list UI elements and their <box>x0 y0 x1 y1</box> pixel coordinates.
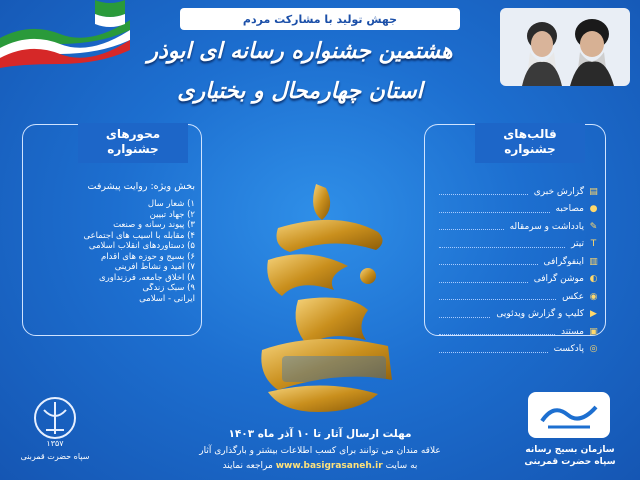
list-item <box>433 341 599 359</box>
list-item <box>433 271 599 289</box>
chart-icon: ▥ <box>589 256 598 267</box>
festival-subtitle: استان چهارمحال و بختیاری <box>177 78 423 104</box>
list-item: ۵) دستاوردهای انقلاب اسلامی <box>88 241 195 251</box>
axes-heading-line1: محورهای <box>105 127 161 141</box>
axes-heading-line2: جشنواره <box>107 142 159 156</box>
format-label: کلیپ و گزارش ویدئویی <box>496 309 584 320</box>
formats-heading <box>475 123 585 163</box>
format-label: یادداشت و سرمقاله <box>509 221 584 232</box>
list-item <box>433 288 599 306</box>
headline-icon: T <box>590 239 597 250</box>
leader-dots <box>439 258 538 265</box>
site-suffix: مراجعه نمایند <box>222 461 273 471</box>
formats-list <box>433 183 599 358</box>
formats-box <box>424 124 606 355</box>
video-icon: ▶ <box>590 309 597 320</box>
deadline-text: مهلت ارسال آثار تا ۱۰ آذر ماه ۱۴۰۳ <box>228 428 412 440</box>
emblem-year: ۱۳۵۷ <box>46 439 64 448</box>
org-name: سازمان بسیج رسانه <box>525 445 615 455</box>
website-link[interactable]: www.basigrasaneh.ir <box>275 461 383 471</box>
list-item <box>433 218 599 236</box>
basij-rasaneh-logo <box>528 392 610 438</box>
formats-heading-line1: قالب‌های <box>503 127 557 141</box>
news-icon: ▤ <box>589 186 598 197</box>
list-item <box>433 201 599 219</box>
film-icon: ▣ <box>589 326 598 337</box>
iran-flag-icon <box>0 0 130 70</box>
podcast-icon: ◎ <box>589 344 598 355</box>
format-label: مستند <box>560 326 584 337</box>
list-item: ۳) پیوند رسانه و صنعت <box>113 220 195 230</box>
list-item <box>433 183 599 201</box>
list-item: ۱) شعار سال <box>147 199 195 209</box>
leader-dots <box>439 206 550 213</box>
list-item: ۶) بسیج و حوزه های اقدام <box>101 251 195 262</box>
leader-dots <box>439 346 548 353</box>
org-subname: سپاه حضرت قمربنی <box>524 457 616 467</box>
info-text: علاقه مندان می توانند برای کسب اطلاعات بیشتر و بارگذاری آثار <box>199 446 441 456</box>
list-item <box>433 323 599 341</box>
list-item: ۷) امید و نشاط آفرینی <box>114 262 195 272</box>
list-item <box>433 306 599 324</box>
leader-dots <box>439 188 528 195</box>
axes-special-section: بخش ویژه: روایت پیشرفت <box>87 181 195 192</box>
pen-icon: ✎ <box>589 221 598 232</box>
camera-icon: ◉ <box>589 291 598 302</box>
abouzar-calligraphy-logo <box>238 180 408 420</box>
basij-rasaneh-logo-icon <box>534 397 604 433</box>
right-logo-caption <box>510 444 630 468</box>
format-label: پادکست <box>553 344 584 355</box>
list-item: ۸) اخلاق جامعه، فرزندآوری <box>99 272 195 283</box>
format-label: تیتر <box>571 239 584 250</box>
left-emblem-caption: سپاه حضرت قمربنی <box>20 452 90 461</box>
format-label: مصاحبه <box>555 204 584 215</box>
axes-box <box>22 124 202 336</box>
axes-list <box>29 199 195 304</box>
microphone-icon: ● <box>589 204 598 215</box>
list-item: ۲) جهاد تبیین <box>149 209 195 220</box>
leader-dots <box>439 276 528 283</box>
leader-dots <box>439 328 555 335</box>
leader-dots <box>439 311 490 318</box>
leaders-portrait <box>500 8 630 86</box>
leader-dots <box>439 223 504 230</box>
festival-title: هشتمین جشنواره رسانه ای ابوذر <box>147 38 453 64</box>
motion-icon: ◐ <box>589 274 598 285</box>
format-label: عکس <box>562 291 584 302</box>
list-item: ۴) مقابله با آسیب های اجتماعی <box>83 230 195 241</box>
format-label: اینفوگرافی <box>543 256 584 267</box>
list-item <box>433 236 599 254</box>
leader-dots <box>439 293 556 300</box>
format-label: گزارش خبری <box>533 186 584 197</box>
list-item <box>433 253 599 271</box>
top-banner: جهش تولید با مشارکت مردم <box>180 8 460 30</box>
format-label: موشن گرافی <box>533 274 584 285</box>
axes-heading <box>78 123 188 163</box>
irgc-emblem-icon <box>20 392 90 448</box>
list-item: ایرانی - اسلامی <box>139 293 195 304</box>
formats-heading-line2: جشنواره <box>504 142 556 156</box>
website-line <box>140 461 500 471</box>
leader-dots <box>439 241 565 248</box>
list-item: ۹) سبک زندگی <box>142 283 195 293</box>
site-prefix: به سایت <box>385 461 418 471</box>
